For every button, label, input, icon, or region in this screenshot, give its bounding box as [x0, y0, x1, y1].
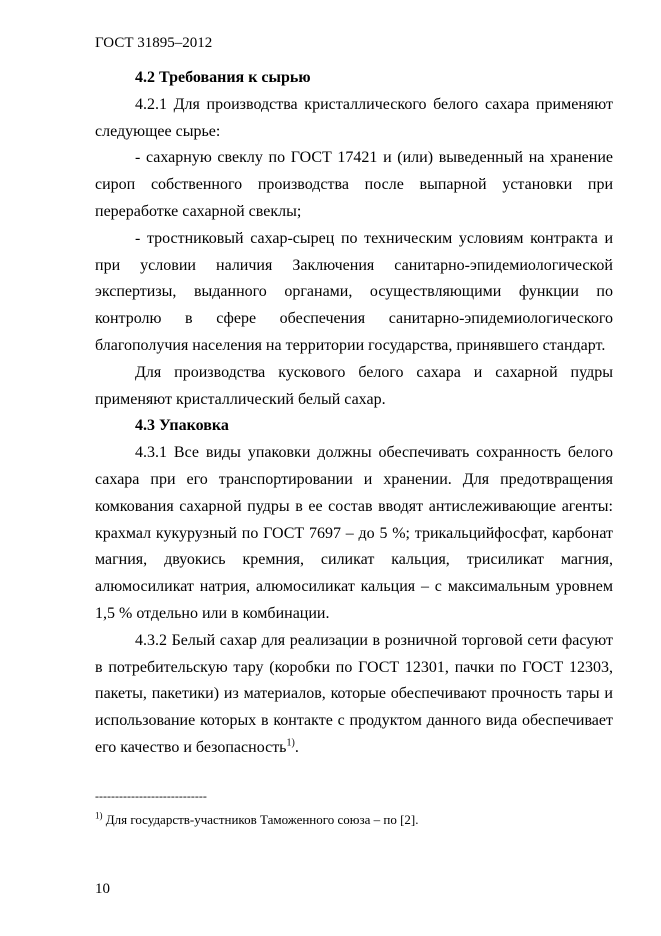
- footnote-marker: 1): [95, 810, 103, 821]
- paragraph-4-3-2-end: .: [294, 738, 299, 756]
- page-number: 10: [95, 881, 110, 897]
- page-header-standard-id: ГОСТ 31895–2012: [95, 35, 213, 51]
- footnote-separator: ----------------------------: [95, 789, 207, 803]
- section-heading-4-2: 4.2 Требования к сырью: [135, 69, 311, 86]
- paragraph-4-3-2: [95, 628, 613, 762]
- footnote-reference-marker: 1): [286, 737, 295, 749]
- paragraph-raw-cane-sugar: - тростниковый сахар-сырец по техническим условиям контракта и при условии наличия Заключения санитарно-эпидемиологической экспертизы, выданного органами, осуществляющими функции по контролю в сфере обеспечения санитарно-эпидемиологического благополучия населения на территории государства, принявшего стандарт.: [95, 229, 613, 354]
- footnote-text: Для государств-участников Таможенного союза – по [2].: [102, 812, 419, 827]
- main-text: [95, 65, 613, 762]
- footnote: [95, 812, 419, 828]
- paragraph-4-3-2-text: 4.3.2 Белый сахар для реализации в розничной торговой сети фасуют в потребительскую тару (коробки по ГОСТ 12301, пачки по ГОСТ 12303, пакеты, пакетики) из материалов, которые обеспечивают прочность тары и использование которых в контакте с продуктом данного вида обеспечивает его качество и безопасность: [95, 631, 613, 756]
- paragraph-4-3-1: 4.3.1 Все виды упаковки должны обеспечивать сохранность белого сахара при его транспортировании и хранении. Для предотвращения комкования сахарной пудры в ее состав вводят антислеживающие агенты: крахмал кукурузный по ГОСТ 7697 – до 5 %; трикальцийфосфат, карбонат магния, двуокись кремния, силикат кальция, трисиликат магния, алюмосиликат натрия, алюмосиликат кальция – с максимальным уровнем 1,5 % отдельно или в комбинации.: [95, 444, 613, 622]
- paragraph-4-2-1: 4.2.1 Для производства кристаллического белого сахара применяют следующее сырье:: [95, 95, 613, 140]
- section-heading-4-3: 4.3 Упаковка: [135, 417, 229, 435]
- paragraph-sugar-beet: - сахарную свеклу по ГОСТ 17421 и (или) выведенный на хранение сироп собственного производства после выпарной установки при переработке сахарной свеклы;: [95, 149, 613, 220]
- paragraph-lump-sugar: Для производства кускового белого сахара и сахарной пудры применяют кристаллический белый сахар.: [95, 363, 613, 408]
